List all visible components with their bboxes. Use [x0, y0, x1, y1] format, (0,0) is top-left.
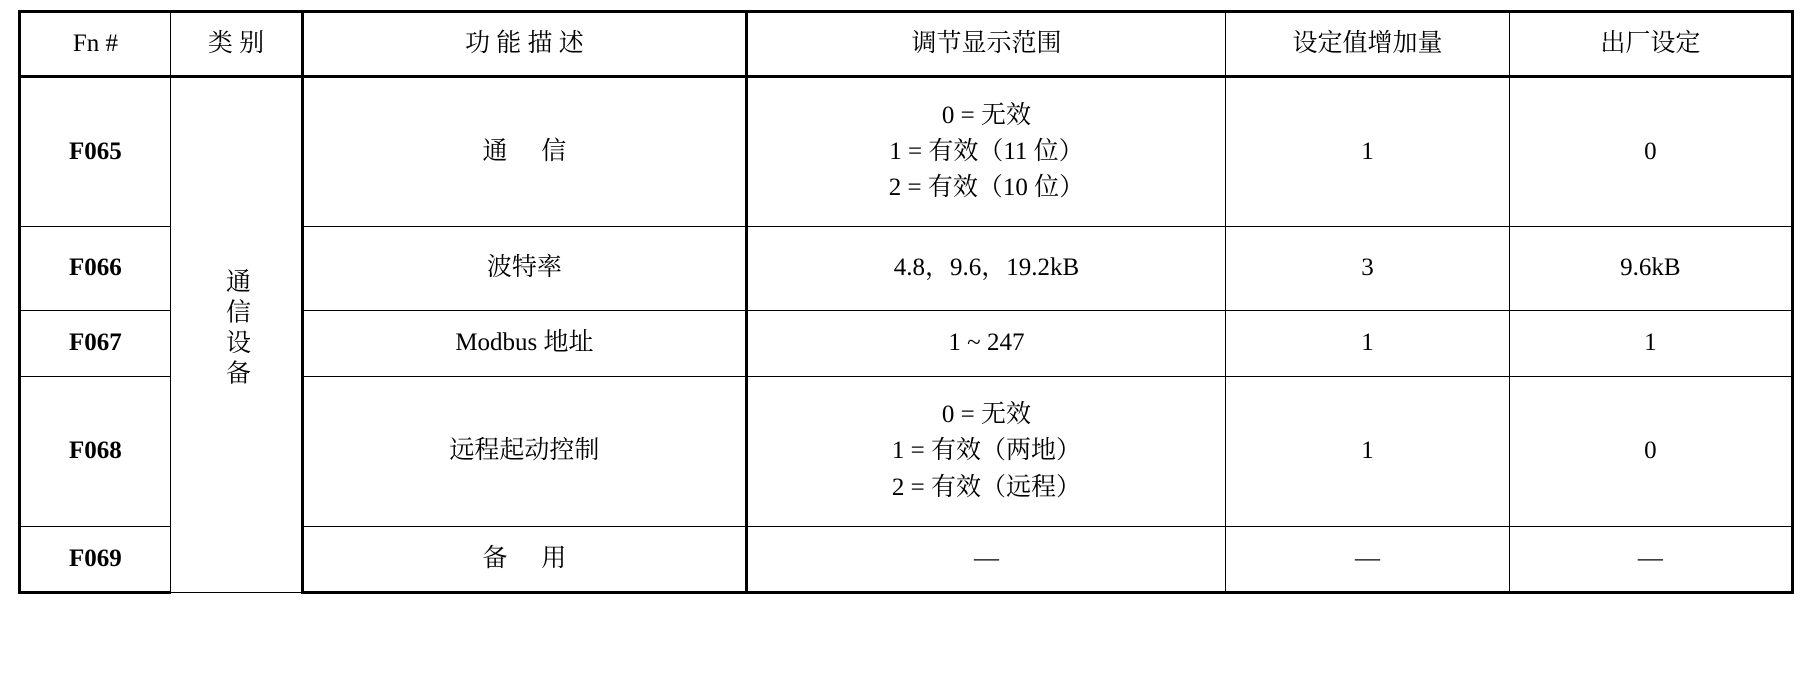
- table-row: [20, 77, 1793, 227]
- range-line: 2 = 有效（远程）: [891, 473, 1081, 501]
- column-header-description: 功 能 描 述: [303, 12, 746, 77]
- cell-step: 1: [1226, 77, 1509, 227]
- range-line: 0 = 无效: [941, 401, 1031, 429]
- cell-range: [746, 377, 1226, 527]
- cell-default: 1: [1509, 311, 1792, 377]
- description-text: 备 用: [482, 544, 581, 572]
- cell-range: —: [746, 527, 1226, 593]
- cell-fn-code: F069: [20, 527, 171, 593]
- range-line: 1 = 有效（11 位）: [889, 137, 1084, 165]
- cell-fn-code: F066: [20, 227, 171, 311]
- cell-step: —: [1226, 527, 1509, 593]
- cell-range: 4.8，9.6，19.2kB: [746, 227, 1226, 311]
- cell-description: [303, 77, 746, 227]
- column-header-range: 调节显示范围: [746, 12, 1226, 77]
- cell-range: [746, 77, 1226, 227]
- range-line: 1 = 有效（两地）: [891, 437, 1081, 465]
- cell-default: 0: [1509, 77, 1792, 227]
- description-text: 通 信: [482, 137, 581, 165]
- cell-description: 波特率: [303, 227, 746, 311]
- table-header-row: [20, 12, 1793, 77]
- cell-category-group: [170, 77, 303, 593]
- range-line: 0 = 无效: [941, 101, 1031, 129]
- column-header-step: 设定值增加量: [1226, 12, 1509, 77]
- function-parameter-table: [18, 10, 1794, 594]
- cell-step: 3: [1226, 227, 1509, 311]
- cell-default: 0: [1509, 377, 1792, 527]
- cell-fn-code: F068: [20, 377, 171, 527]
- column-header-default: 出厂设定: [1509, 12, 1792, 77]
- cell-default: 9.6kB: [1509, 227, 1792, 311]
- cell-description: Modbus 地址: [303, 311, 746, 377]
- cell-description: [303, 527, 746, 593]
- cell-range: 1 ~ 247: [746, 311, 1226, 377]
- cell-default: —: [1509, 527, 1792, 593]
- function-table-container: [18, 10, 1794, 594]
- column-header-category: 类 别: [170, 12, 303, 77]
- cell-fn-code: F067: [20, 311, 171, 377]
- category-vertical-label: 通信设备: [222, 268, 250, 391]
- range-line: 2 = 有效（10 位）: [888, 174, 1085, 202]
- cell-fn-code: F065: [20, 77, 171, 227]
- cell-step: 1: [1226, 377, 1509, 527]
- cell-step: 1: [1226, 311, 1509, 377]
- column-header-fn: Fn #: [20, 12, 171, 77]
- cell-description: 远程起动控制: [303, 377, 746, 527]
